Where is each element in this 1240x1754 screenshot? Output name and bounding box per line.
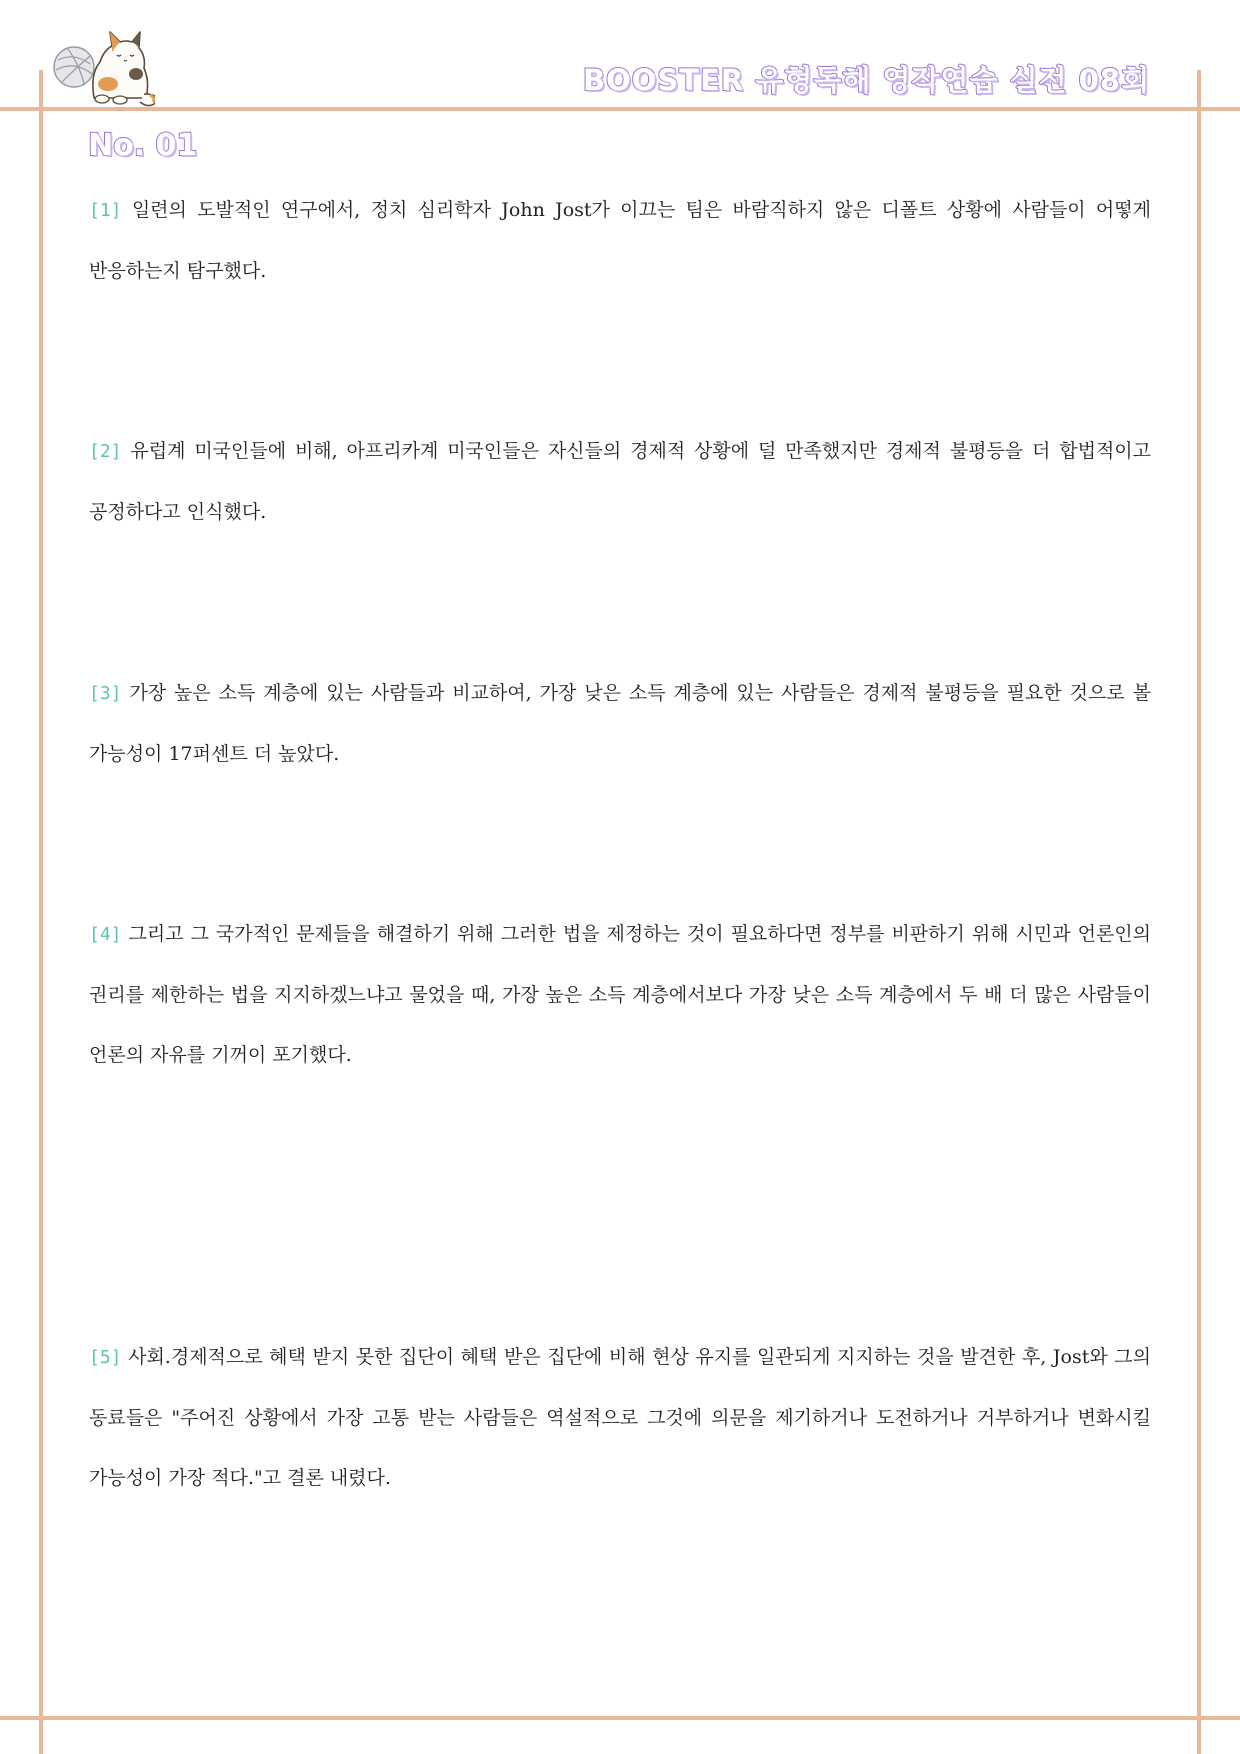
frame-right-line [1197,70,1201,1754]
paragraph-5 [89,1327,1151,1508]
cat-with-yarn-icon [50,22,155,108]
paragraph-text: 일련의 도발적인 연구에서, 정치 심리학자 John Jost가 이끄는 팀은 바람직하지 않은 디폴트 상황에 사람들이 어떻게 반응하는지 탐구했다. [89,199,1151,282]
frame-bottom-line [0,1716,1240,1720]
page-number: No. 01 [88,128,198,163]
paragraph-2 [89,421,1151,542]
paragraph-number: [1] [89,200,122,221]
paragraph-3 [89,663,1151,784]
paragraph-4 [89,904,1151,1085]
paragraph-text: 유럽계 미국인들에 비해, 아프리카계 미국인들은 자신들의 경제적 상황에 덜 만족했지만 경제적 불평등을 더 합법적이고 공정하다고 인식했다. [89,440,1152,523]
paragraph-text: 사회.경제적으로 혜택 받지 못한 집단이 혜택 받은 집단에 비해 현상 유지를 일관되게 지지하는 것을 발견한 후, Jost와 그의 동료들은 "주어진 상황에서 가장 고통 받는 사람들은 역설적으로 그것에 의문을 제기하거나 도전하거나 거부하거나 변화시킬 가능성이 가장 적다."고 결론 내렸다. [89,1346,1151,1489]
paragraph-number: [5] [89,1347,122,1368]
paragraph-text: 가장 높은 소득 계층에 있는 사람들과 비교하여, 가장 낮은 소득 계층에 있는 사람들은 경제적 불평등을 필요한 것으로 볼 가능성이 17퍼센트 더 높았다. [89,682,1151,765]
paragraph-text: 그리고 그 국가적인 문제들을 해결하기 위해 그러한 법을 제정하는 것이 필요하다면 정부를 비판하기 위해 시민과 언론인의 권리를 제한하는 법을 지지하겠느냐고 물었을 때, 가장 높은 소득 계층에서보다 가장 낮은 소득 계층에서 두 배 더 많은 사람들이 언론의 자유를 기꺼이 포기했다. [89,923,1152,1066]
frame-top-line [0,107,1240,111]
paragraph-number: [4] [89,924,122,945]
frame-left-line [39,70,43,1754]
paragraph-number: [2] [89,441,122,462]
paragraph-number: [3] [89,683,122,704]
header-title: BOOSTER 유형독해 영작연습 실전 08회 [582,63,1150,97]
paragraph-1 [89,180,1151,301]
